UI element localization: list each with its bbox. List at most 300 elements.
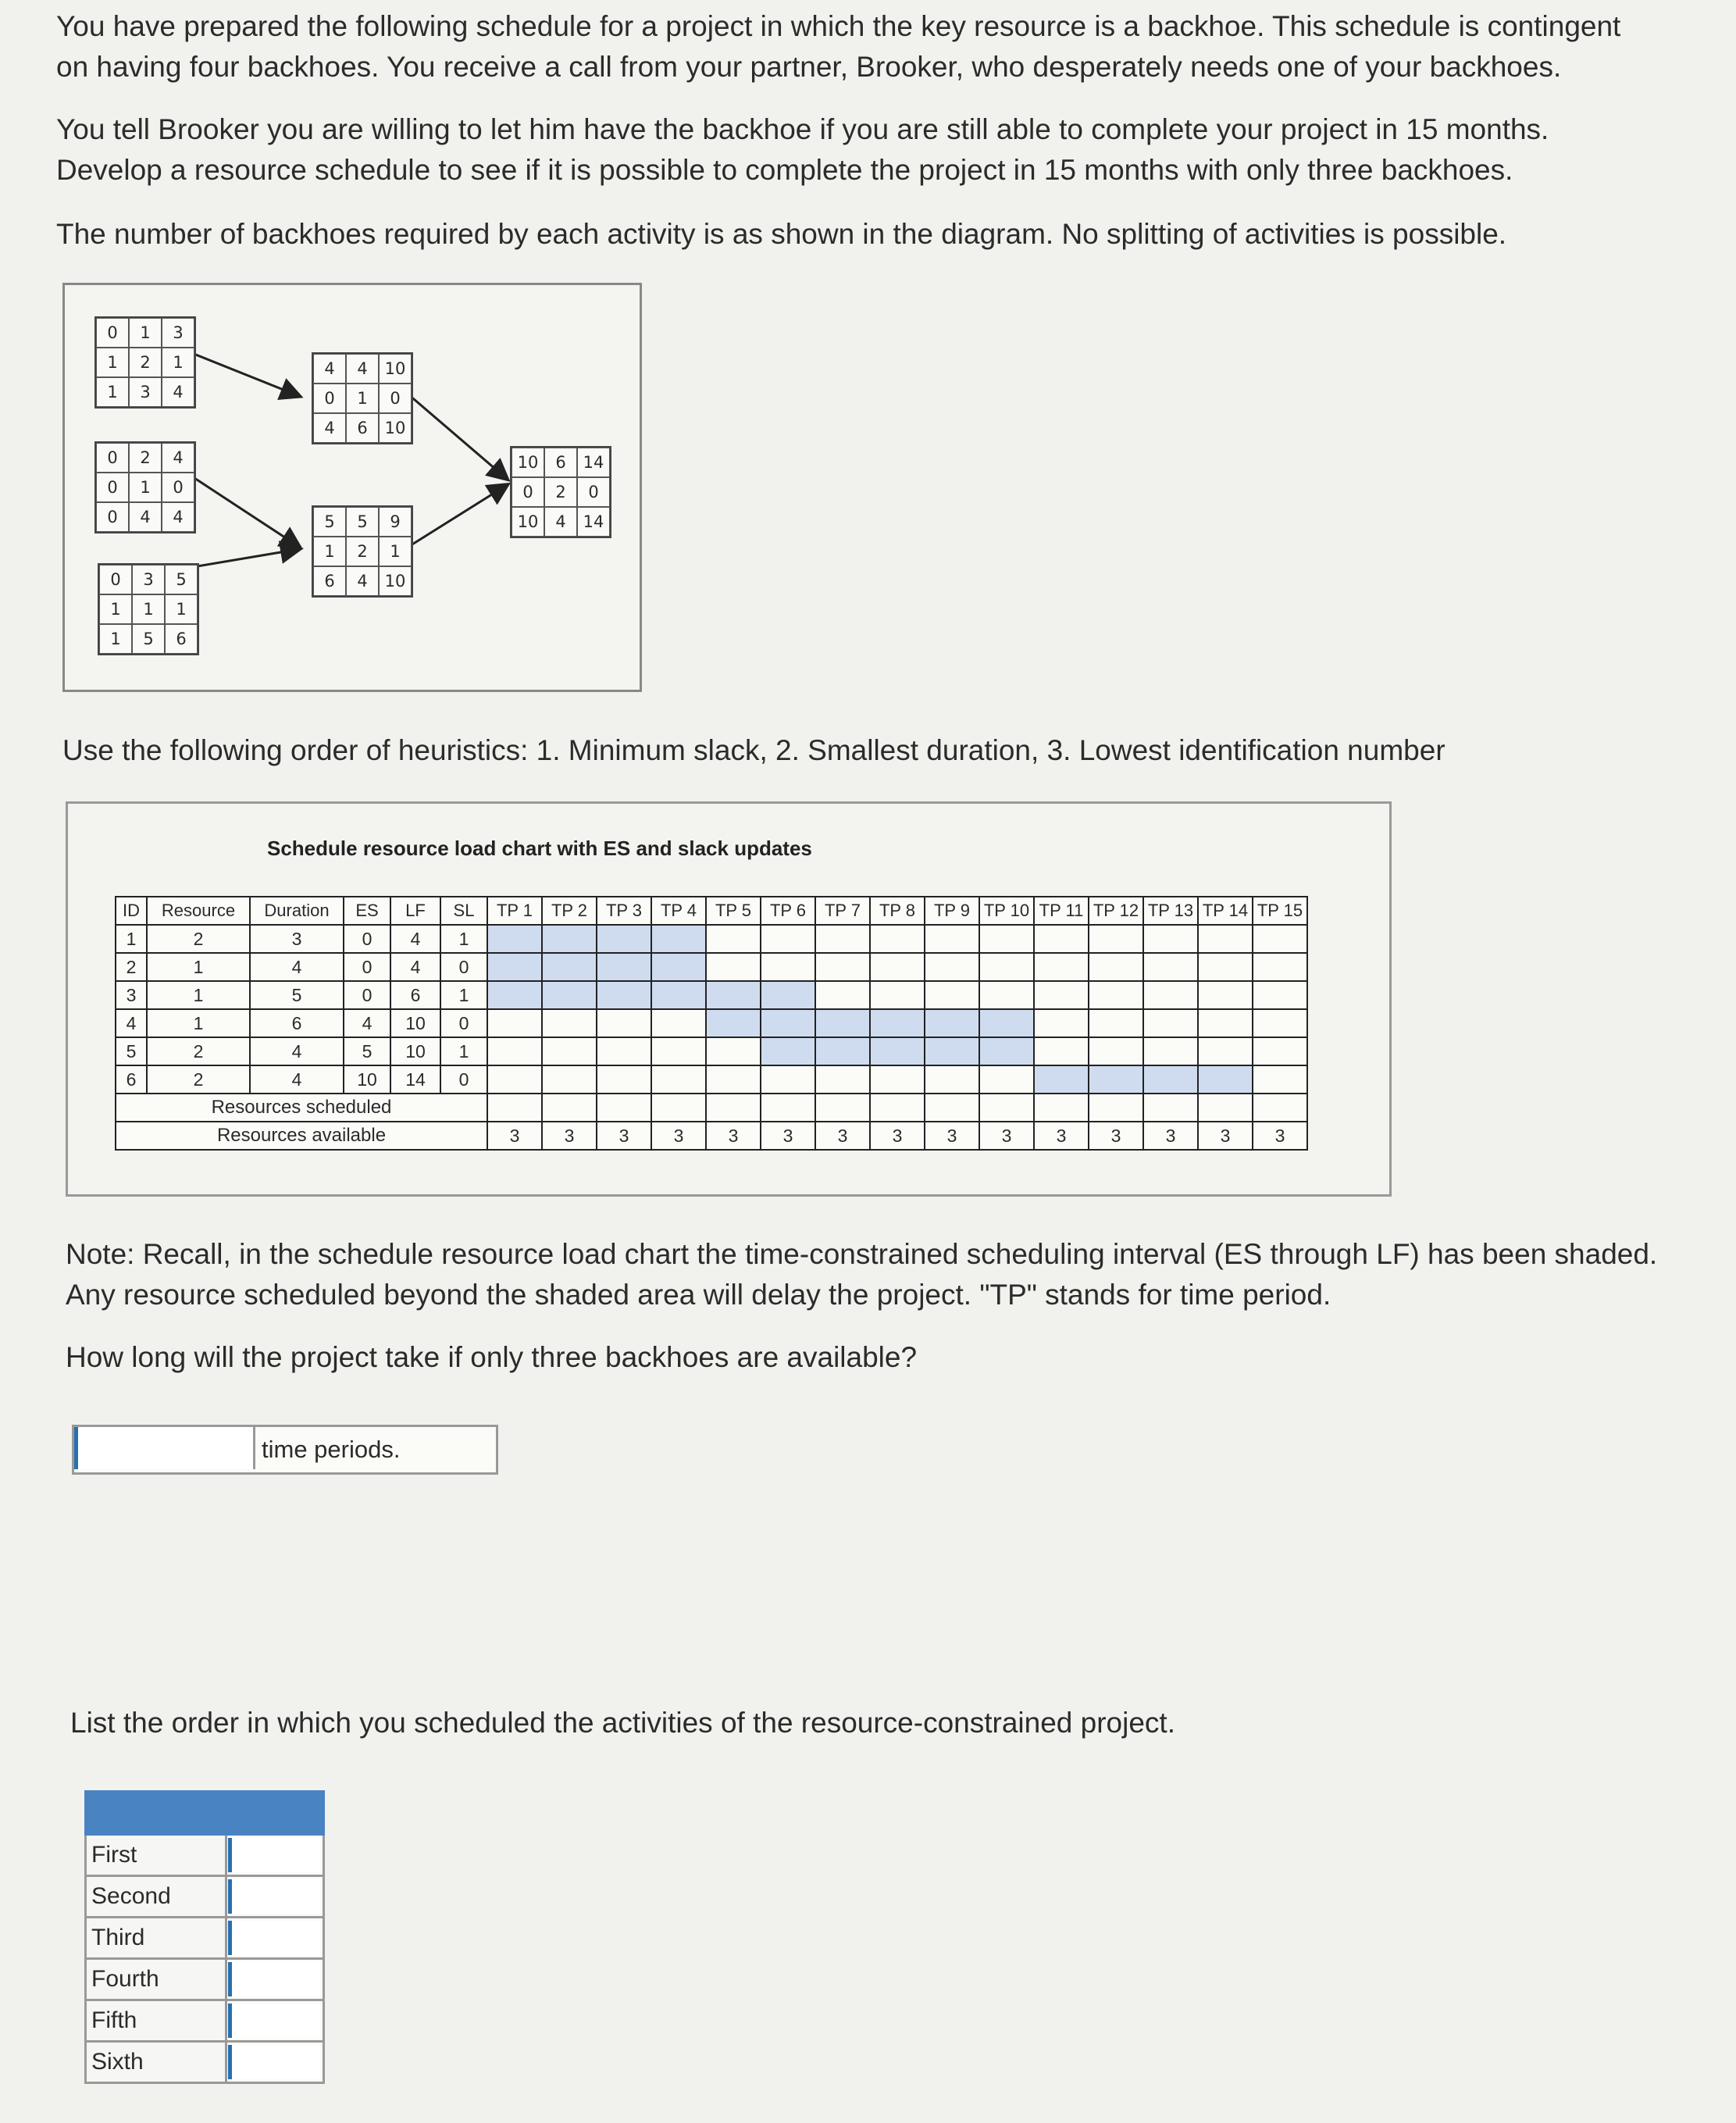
schedule-cell[interactable] [815,953,870,981]
activity-id-cell: 5 [116,1037,147,1065]
tp-header-cell: TP 11 [1034,897,1089,925]
activity-lf-cell: 14 [390,1065,440,1094]
activity-id-cell: 2 [116,953,147,981]
node-cell: 2 [544,477,577,507]
intro-line: The number of backhoes required by each activity is as shown in the diagram. No splitting of activities is possible. [56,218,1507,250]
tp-header-cell: TP 7 [815,897,870,925]
schedule-cell[interactable] [925,1037,979,1065]
schedule-cell[interactable] [870,953,925,981]
order-header-cell [226,1792,324,1835]
schedule-cell[interactable] [870,1037,925,1065]
available-cell: 3 [651,1122,706,1150]
node-cell: 0 [162,473,194,502]
node-cell: 3 [162,318,194,348]
load-table [115,896,1308,1151]
schedule-cell[interactable] [1198,953,1253,981]
node-cell: 1 [132,594,165,624]
chart-header-row [116,897,1307,925]
schedule-cell[interactable] [870,925,925,953]
activity-es-cell: 0 [344,953,390,981]
question-text [66,1337,1721,1378]
order-input-cell [226,1835,324,1876]
order-input-cell [226,2042,324,2083]
scheduled-cell[interactable] [706,1094,761,1122]
schedule-cell[interactable] [1198,981,1253,1009]
order-input[interactable] [228,2003,320,2038]
order-input-cell [226,1876,324,1918]
order-input[interactable] [228,1879,320,1914]
tp-header-cell: TP 15 [1253,897,1307,925]
order-row [86,1876,324,1918]
schedule-cell[interactable] [487,1037,542,1065]
activity-id-cell: 1 [116,925,147,953]
schedule-cell[interactable] [925,1065,979,1094]
available-cell: 3 [1198,1122,1253,1150]
schedule-cell[interactable] [815,1037,870,1065]
schedule-cell[interactable] [542,925,597,953]
schedule-cell[interactable] [1143,953,1198,981]
schedule-cell[interactable] [542,953,597,981]
activity-es-cell: 4 [344,1009,390,1037]
resources-available-row [116,1122,1307,1150]
resources-scheduled-row [116,1094,1307,1122]
activity-id-cell: 6 [116,1065,147,1094]
schedule-cell[interactable] [761,925,815,953]
schedule-cell[interactable] [1089,953,1143,981]
header-cell: ES [344,897,390,925]
schedule-cell[interactable] [1089,1009,1143,1037]
schedule-cell[interactable] [870,981,925,1009]
activity-resource-cell: 1 [147,1009,250,1037]
node-cell: 0 [313,384,346,413]
heuristics-line: Use the following order of heuristics: 1. Minimum slack, 2. Smallest duration, 3. Lowest identification number [62,734,1445,766]
node-activity-6 [510,446,611,538]
schedule-cell[interactable] [1143,1009,1198,1037]
order-row [86,1918,324,1959]
schedule-cell[interactable] [1198,925,1253,953]
arrow-4-6 [408,394,507,479]
available-cell: 3 [542,1122,597,1150]
schedule-cell[interactable] [1089,1037,1143,1065]
header-cell: Duration [250,897,344,925]
question-line: How long will the project take if only three backhoes are available? [66,1341,918,1373]
activity-es-cell: 0 [344,925,390,953]
node-cell: 1 [96,377,129,407]
node-cell: 5 [165,565,198,594]
available-cell: 3 [1253,1122,1307,1150]
activity-duration-cell: 5 [250,981,344,1009]
node-cell: 6 [313,566,346,596]
activity-row [116,1037,1307,1065]
activity-id-cell: 4 [116,1009,147,1037]
node-cell: 1 [346,384,379,413]
node-cell: 4 [313,413,346,443]
activity-sl-cell: 1 [440,925,487,953]
activity-row [116,1065,1307,1094]
node-cell: 4 [162,443,194,473]
schedule-cell[interactable] [1143,981,1198,1009]
schedule-cell[interactable] [1253,925,1307,953]
activity-sl-cell: 1 [440,981,487,1009]
node-cell: 1 [129,318,162,348]
schedule-cell[interactable] [979,953,1034,981]
node-cell: 9 [379,507,412,537]
schedule-cell[interactable] [1034,925,1089,953]
schedule-cell[interactable] [761,981,815,1009]
node-cell: 10 [512,448,544,477]
activity-sl-cell: 0 [440,1009,487,1037]
order-input[interactable] [228,1962,320,1996]
order-label: Third [86,1918,226,1959]
available-cell: 3 [1034,1122,1089,1150]
tp-header-cell: TP 4 [651,897,706,925]
schedule-cell[interactable] [761,953,815,981]
order-input[interactable] [228,1838,320,1872]
schedule-cell[interactable] [542,1065,597,1094]
scheduled-cell[interactable] [542,1094,597,1122]
node-cell: 14 [577,507,610,537]
node-cell: 3 [132,565,165,594]
schedule-cell[interactable] [1034,1037,1089,1065]
node-cell: 1 [96,348,129,377]
node-cell: 6 [165,624,198,654]
activity-sl-cell: 1 [440,1037,487,1065]
node-cell: 4 [313,354,346,384]
node-cell: 10 [379,566,412,596]
available-cell: 3 [1143,1122,1198,1150]
schedule-cell[interactable] [706,981,761,1009]
schedule-cell[interactable] [979,1009,1034,1037]
tp-header-cell: TP 12 [1089,897,1143,925]
node-activity-3 [98,563,199,655]
schedule-cell[interactable] [1198,1037,1253,1065]
schedule-cell[interactable] [1034,981,1089,1009]
resources-scheduled-label: Resources scheduled [116,1094,487,1122]
order-row [86,2000,324,2042]
schedule-cell[interactable] [1143,1065,1198,1094]
node-activity-1 [94,316,196,409]
order-label: Fifth [86,2000,226,2042]
order-prompt-line: List the order in which you scheduled the activities of the resource-constrained project. [70,1707,1175,1739]
schedule-cell[interactable] [542,1009,597,1037]
available-cell: 3 [815,1122,870,1150]
order-row [86,2042,324,2083]
schedule-cell[interactable] [979,925,1034,953]
schedule-cell[interactable] [706,953,761,981]
activity-es-cell: 0 [344,981,390,1009]
node-cell: 4 [544,507,577,537]
schedule-cell[interactable] [815,981,870,1009]
activity-es-cell: 5 [344,1037,390,1065]
node-cell: 10 [379,413,412,443]
intro-line: You tell Brooker you are willing to let him have the backhoe if you are still able to complete your project in 15 months. [56,113,1549,145]
schedule-cell[interactable] [597,1037,651,1065]
order-input[interactable] [228,1921,320,1955]
order-label: Sixth [86,2042,226,2083]
node-cell: 0 [96,473,129,502]
node-cell: 0 [96,502,129,532]
activity-row [116,981,1307,1009]
activity-resource-cell: 2 [147,1065,250,1094]
schedule-cell[interactable] [1253,1009,1307,1037]
tp-header-cell: TP 1 [487,897,542,925]
schedule-cell[interactable] [761,1009,815,1037]
chart-title: Schedule resource load chart with ES and slack updates [267,837,812,860]
node-cell: 5 [346,507,379,537]
node-cell: 1 [162,348,194,377]
schedule-cell[interactable] [651,1065,706,1094]
activity-resource-cell: 1 [147,953,250,981]
order-input-cell [226,1918,324,1959]
tp-header-cell: TP 5 [706,897,761,925]
order-row [86,1835,324,1876]
activity-es-cell: 10 [344,1065,390,1094]
duration-unit: time periods. [262,1436,401,1463]
network-diagram [62,283,642,692]
tp-header-cell: TP 6 [761,897,815,925]
schedule-cell[interactable] [487,1065,542,1094]
node-cell: 5 [313,507,346,537]
node-cell: 4 [346,566,379,596]
schedule-cell[interactable] [597,953,651,981]
tp-header-cell: TP 10 [979,897,1034,925]
node-cell: 1 [313,537,346,566]
tp-header-cell: TP 13 [1143,897,1198,925]
scheduled-cell[interactable] [1253,1094,1307,1122]
activity-lf-cell: 4 [390,925,440,953]
activity-id-cell: 3 [116,981,147,1009]
schedule-cell[interactable] [706,1037,761,1065]
node-cell: 6 [346,413,379,443]
schedule-cell[interactable] [1143,925,1198,953]
header-cell: SL [440,897,487,925]
order-label: First [86,1835,226,1876]
schedule-cell[interactable] [1253,981,1307,1009]
activity-duration-cell: 4 [250,1037,344,1065]
order-input[interactable] [228,2045,320,2079]
activity-sl-cell: 0 [440,1065,487,1094]
intro-paragraph-2 [56,109,1712,191]
scheduled-cell[interactable] [815,1094,870,1122]
scheduled-cell[interactable] [651,1094,706,1122]
scheduled-cell[interactable] [761,1094,815,1122]
schedule-cell[interactable] [651,925,706,953]
schedule-cell[interactable] [706,1065,761,1094]
order-header-cell [86,1792,226,1835]
schedule-cell[interactable] [815,1065,870,1094]
available-cell: 3 [870,1122,925,1150]
scheduled-cell[interactable] [979,1094,1034,1122]
schedule-cell[interactable] [487,953,542,981]
schedule-cell[interactable] [651,981,706,1009]
node-cell: 3 [129,377,162,407]
schedule-cell[interactable] [597,1009,651,1037]
duration-input[interactable] [74,1427,255,1469]
available-cell: 3 [1089,1122,1143,1150]
note-line: Any resource scheduled beyond the shaded area will delay the project. "TP" stands for time period. [66,1279,1331,1311]
schedule-cell[interactable] [651,1009,706,1037]
schedule-cell[interactable] [870,1065,925,1094]
schedule-cell[interactable] [1253,1037,1307,1065]
schedule-cell[interactable] [925,925,979,953]
activity-lf-cell: 6 [390,981,440,1009]
intro-line: You have prepared the following schedule for a project in which the key resource is a backhoe. This schedule is contingent [56,10,1621,42]
node-cell: 5 [132,624,165,654]
scheduled-cell[interactable] [870,1094,925,1122]
order-input-cell [226,1959,324,2000]
schedule-cell[interactable] [925,1009,979,1037]
schedule-cell[interactable] [597,981,651,1009]
node-cell: 1 [99,594,132,624]
schedule-cell[interactable] [1034,1065,1089,1094]
schedule-cell[interactable] [706,925,761,953]
order-label: Second [86,1876,226,1918]
schedule-cell[interactable] [815,1009,870,1037]
schedule-cell[interactable] [597,1065,651,1094]
activity-duration-cell: 6 [250,1009,344,1037]
node-cell: 2 [346,537,379,566]
schedule-cell[interactable] [1089,981,1143,1009]
node-cell: 1 [129,473,162,502]
available-cell: 3 [761,1122,815,1150]
node-cell: 4 [162,502,194,532]
schedule-cell[interactable] [651,953,706,981]
node-activity-5 [312,505,413,598]
node-cell: 2 [129,348,162,377]
schedule-cell[interactable] [597,925,651,953]
schedule-cell[interactable] [1034,953,1089,981]
node-cell: 1 [379,537,412,566]
schedule-cell[interactable] [542,1037,597,1065]
tp-header-cell: TP 9 [925,897,979,925]
activity-sl-cell: 0 [440,953,487,981]
order-table [84,1790,325,2084]
node-cell: 0 [99,565,132,594]
schedule-cell[interactable] [706,1009,761,1037]
header-cell: Resource [147,897,250,925]
schedule-cell[interactable] [1034,1009,1089,1037]
node-cell: 6 [544,448,577,477]
scheduled-cell[interactable] [925,1094,979,1122]
resource-load-chart [66,801,1392,1197]
schedule-cell[interactable] [1143,1037,1198,1065]
node-cell: 0 [577,477,610,507]
node-cell: 4 [162,377,194,407]
node-cell: 0 [96,318,129,348]
project-duration-answer [72,1425,498,1475]
available-cell: 3 [597,1122,651,1150]
scheduled-cell[interactable] [487,1094,542,1122]
order-row [86,1959,324,2000]
activity-lf-cell: 10 [390,1037,440,1065]
activity-resource-cell: 1 [147,981,250,1009]
node-activity-4 [312,352,413,444]
node-cell: 0 [512,477,544,507]
available-cell: 3 [487,1122,542,1150]
schedule-cell[interactable] [979,1037,1034,1065]
activity-duration-cell: 4 [250,953,344,981]
schedule-cell[interactable] [1089,1065,1143,1094]
tp-header-cell: TP 8 [870,897,925,925]
note-line: Note: Recall, in the schedule resource load chart the time-constrained scheduling interval (ES through LF) has been shaded. [66,1238,1658,1270]
activity-duration-cell: 4 [250,1065,344,1094]
schedule-cell[interactable] [870,1009,925,1037]
activity-row [116,1009,1307,1037]
schedule-cell[interactable] [815,925,870,953]
activity-resource-cell: 2 [147,925,250,953]
node-cell: 14 [577,448,610,477]
schedule-cell[interactable] [487,1009,542,1037]
schedule-cell[interactable] [979,981,1034,1009]
order-label: Fourth [86,1959,226,2000]
node-activity-2 [94,441,196,533]
node-cell: 0 [96,443,129,473]
resources-available-label: Resources available [116,1122,487,1150]
schedule-cell[interactable] [651,1037,706,1065]
schedule-cell[interactable] [542,981,597,1009]
node-cell: 1 [165,594,198,624]
tp-header-cell: TP 14 [1198,897,1253,925]
activity-lf-cell: 4 [390,953,440,981]
tp-header-cell: TP 2 [542,897,597,925]
header-cell: LF [390,897,440,925]
schedule-cell[interactable] [1198,1009,1253,1037]
node-cell: 4 [129,502,162,532]
heuristics-text [62,730,1718,771]
node-cell: 4 [346,354,379,384]
schedule-cell[interactable] [979,1065,1034,1094]
scheduled-cell[interactable] [1034,1094,1089,1122]
header-cell: ID [116,897,147,925]
activity-duration-cell: 3 [250,925,344,953]
scheduled-cell[interactable] [597,1094,651,1122]
activity-lf-cell: 10 [390,1009,440,1037]
schedule-cell[interactable] [761,1065,815,1094]
node-cell: 2 [129,443,162,473]
activity-resource-cell: 2 [147,1037,250,1065]
available-cell: 3 [925,1122,979,1150]
scheduled-cell[interactable] [1089,1094,1143,1122]
order-input-cell [226,2000,324,2042]
node-cell: 10 [379,354,412,384]
order-prompt [70,1703,1726,1743]
intro-paragraph-1 [56,6,1712,87]
schedule-cell[interactable] [487,925,542,953]
tp-header-cell: TP 3 [597,897,651,925]
intro-line: on having four backhoes. You receive a call from your partner, Brooker, who desperately needs one of your backhoes. [56,51,1562,83]
node-cell: 0 [379,384,412,413]
schedule-cell[interactable] [1253,1065,1307,1094]
schedule-cell[interactable] [925,981,979,1009]
schedule-cell[interactable] [1253,953,1307,981]
schedule-cell[interactable] [925,953,979,981]
available-cell: 3 [706,1122,761,1150]
arrow-5-6 [408,485,507,547]
scheduled-cell[interactable] [1143,1094,1198,1122]
schedule-cell[interactable] [487,981,542,1009]
note-text [66,1234,1721,1315]
activity-row [116,953,1307,981]
scheduled-cell[interactable] [1198,1094,1253,1122]
activity-row [116,925,1307,953]
schedule-cell[interactable] [1198,1065,1253,1094]
schedule-cell[interactable] [761,1037,815,1065]
node-cell: 1 [99,624,132,654]
intro-paragraph-3 [56,214,1712,255]
available-cell: 3 [979,1122,1034,1150]
intro-line: Develop a resource schedule to see if it is possible to complete the project in 15 months with only three backhoes. [56,154,1513,186]
schedule-cell[interactable] [1089,925,1143,953]
